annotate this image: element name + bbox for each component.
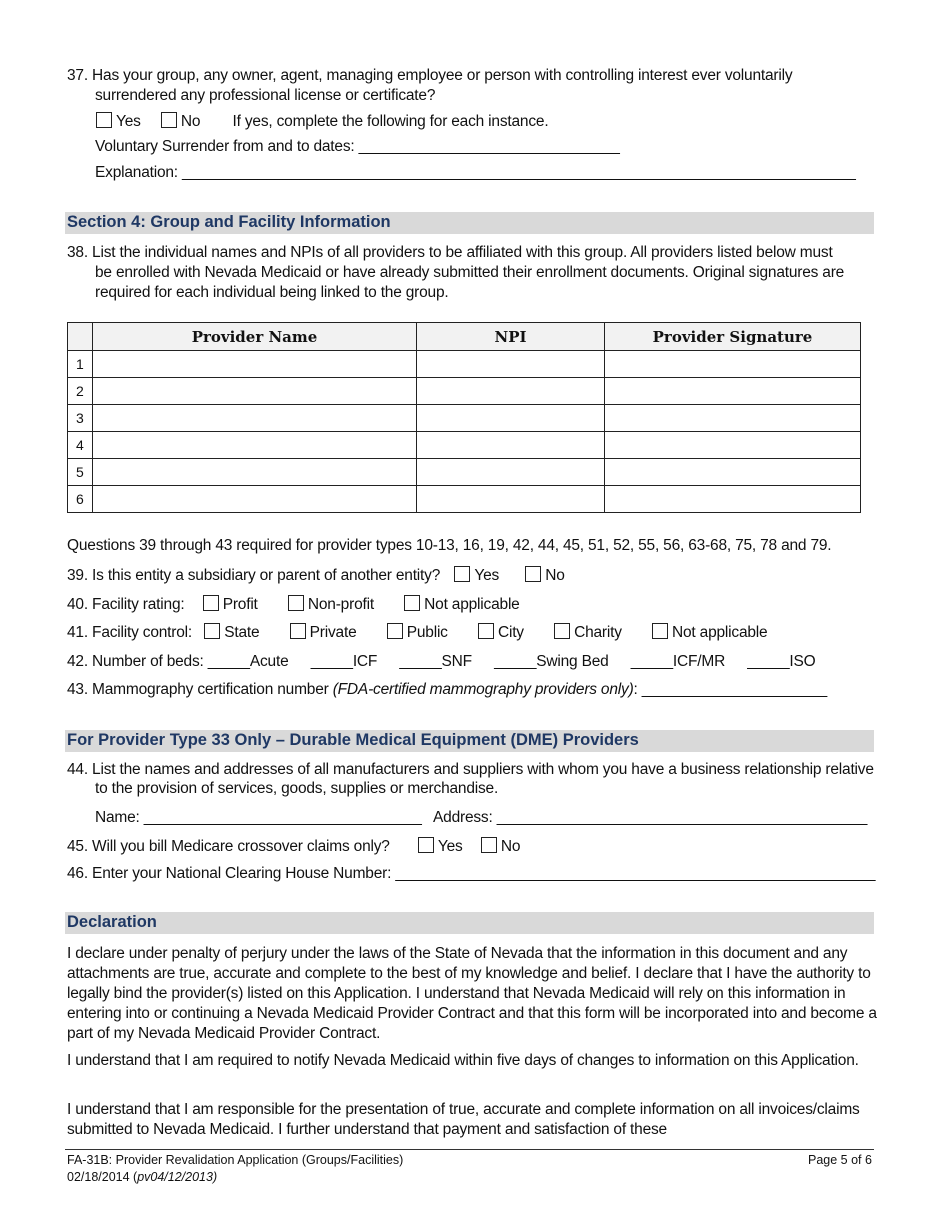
row-number: 2 <box>68 378 93 405</box>
q43-qualifier: (FDA-certified mammography providers only) <box>332 681 634 698</box>
q39-no-label: No <box>545 567 565 584</box>
q37-dates-field[interactable]: Voluntary Surrender from and to dates: _______________________________ <box>95 138 620 155</box>
q41-option-label: City <box>497 624 524 641</box>
q37-yes-checkbox[interactable] <box>96 112 112 128</box>
provider-name-header: Provider Name <box>93 323 417 351</box>
footer-page-number: Page 5 of 6 <box>808 1153 872 1167</box>
q39 <box>67 566 565 585</box>
provider-name-cell[interactable] <box>93 432 417 459</box>
dme-section-header <box>65 730 874 752</box>
q41-public-checkbox[interactable] <box>387 623 403 639</box>
q42-label: 42. Number of beds: <box>67 653 204 670</box>
provider-table <box>67 322 861 513</box>
q39-label: 39. Is this entity a subsidiary or parent of another entity? <box>67 567 441 584</box>
declaration-header <box>65 912 874 934</box>
npi-cell[interactable] <box>417 351 605 378</box>
npi-cell[interactable] <box>417 486 605 513</box>
q42-iso-field[interactable]: _____ISO <box>747 653 816 670</box>
npi-header: NPI <box>417 323 605 351</box>
footer-divider <box>65 1149 874 1150</box>
npi-cell[interactable] <box>417 459 605 486</box>
q41-option-label: State <box>224 624 260 641</box>
section4-header <box>65 212 874 234</box>
row-number: 4 <box>68 432 93 459</box>
dme-section-title: For Provider Type 33 Only – Durable Medical Equipment (DME) Providers <box>67 731 639 749</box>
signature-cell[interactable] <box>605 432 861 459</box>
q39-yes-checkbox[interactable] <box>454 566 470 582</box>
npi-cell[interactable] <box>417 405 605 432</box>
q40-nonprofit-checkbox[interactable] <box>288 595 304 611</box>
q41-private-checkbox[interactable] <box>290 623 306 639</box>
declaration-paragraph-2: I understand that I am required to notify Nevada Medicaid within five days of changes to information on this Application. <box>67 1052 859 1069</box>
table-row <box>68 405 861 432</box>
footer-date-text: 02/18/2014 ( <box>67 1170 138 1184</box>
q37-line2: surrendered any professional license or certificate? <box>95 87 436 104</box>
row-number-header <box>68 323 93 351</box>
provider-name-cell[interactable] <box>93 486 417 513</box>
q42-acute-field[interactable]: _____Acute <box>207 653 289 670</box>
table-row <box>68 351 861 378</box>
q45-no-label: No <box>500 838 521 855</box>
table-row <box>68 459 861 486</box>
q38-line3: required for each individual being linked to the group. <box>95 284 449 301</box>
footer-version: pv04/12/2013) <box>137 1170 218 1184</box>
q41-city-checkbox[interactable] <box>478 623 494 639</box>
q42-swing-bed-field[interactable]: _____Swing Bed <box>494 653 609 670</box>
signature-cell[interactable] <box>605 486 861 513</box>
q42-icf-mr-field[interactable]: _____ICF/MR <box>630 653 726 670</box>
signature-cell[interactable] <box>605 378 861 405</box>
q44-address-field[interactable]: Address: ____________________________________________ <box>433 809 868 826</box>
q41-state-checkbox[interactable] <box>204 623 220 639</box>
q38-line1: 38. List the individual names and NPIs of all providers to be affiliated with this group. All providers listed below must <box>67 244 833 261</box>
q44-name-field[interactable]: Name: _________________________________ <box>95 809 422 826</box>
declaration-paragraph-1: I declare under penalty of perjury under the laws of the State of Nevada that the information in this document and any attachments are true, accurate and complete to the best of my knowledge and belief. I declare that I have the authority to legally bind the provider(s) listed on this Application. I understand that Nevada Medicaid will rely on this information in entering into or continuing a Nevada Medicaid Provider Contract and that this form will be incorporated into and become a part of my Nevada Medicaid Provider Contract. <box>67 945 877 1042</box>
q42-icf-field[interactable]: _____ICF <box>310 653 378 670</box>
q41-charity-checkbox[interactable] <box>554 623 570 639</box>
footer-date <box>67 1170 217 1184</box>
npi-cell[interactable] <box>417 378 605 405</box>
q37-no-checkbox[interactable] <box>161 112 177 128</box>
table-row <box>68 378 861 405</box>
q41-option-label: Private <box>309 624 357 641</box>
provider-table-header <box>68 323 861 351</box>
provider-name-cell[interactable] <box>93 405 417 432</box>
q44-fields <box>95 809 867 827</box>
row-number: 3 <box>68 405 93 432</box>
q40-option-label: Not applicable <box>424 596 520 613</box>
provider-name-cell[interactable] <box>93 378 417 405</box>
declaration-title: Declaration <box>67 913 157 931</box>
q41-label: 41. Facility control: <box>67 624 193 641</box>
q40-not-applicable-checkbox[interactable] <box>404 595 420 611</box>
signature-cell[interactable] <box>605 459 861 486</box>
q42-snf-field[interactable]: _____SNF <box>399 653 472 670</box>
q41-option-label: Public <box>406 624 448 641</box>
q44-line2: to the provision of services, goods, supplies or merchandise. <box>95 780 499 797</box>
q38-line2: be enrolled with Nevada Medicaid or have already submitted their enrollment documents. Original signatures are <box>95 264 845 281</box>
provider-name-cell[interactable] <box>93 351 417 378</box>
q41-option-label: Not applicable <box>672 624 768 641</box>
q39-yes-label: Yes <box>474 567 500 584</box>
q37-explanation-field[interactable]: Explanation: ________________________________________________________________________________ <box>95 164 856 181</box>
q43-field[interactable]: : ______________________ <box>633 681 828 698</box>
footer-form-title: FA-31B: Provider Revalidation Application (Groups/Facilities) <box>67 1153 404 1167</box>
signature-cell[interactable] <box>605 405 861 432</box>
row-number: 5 <box>68 459 93 486</box>
table-row <box>68 432 861 459</box>
provider-name-cell[interactable] <box>93 459 417 486</box>
signature-cell[interactable] <box>605 351 861 378</box>
provider-signature-header: Provider Signature <box>605 323 861 351</box>
q45-label: 45. Will you bill Medicare crossover claims only? <box>67 838 390 855</box>
q45-yes-label: Yes <box>437 838 463 855</box>
q40-option-label: Profit <box>222 596 258 613</box>
q41 <box>67 623 767 642</box>
q37-yes-label: Yes <box>116 113 141 130</box>
row-number: 1 <box>68 351 93 378</box>
npi-cell[interactable] <box>417 432 605 459</box>
q37-line1: 37. Has your group, any owner, agent, managing employee or person with controlling interest ever voluntarily <box>67 67 793 84</box>
q41-option-label: Charity <box>574 624 622 641</box>
row-number: 6 <box>68 486 93 513</box>
q40 <box>67 595 520 614</box>
q43 <box>67 681 827 699</box>
q42 <box>67 653 816 671</box>
q39-no-checkbox[interactable] <box>525 566 541 582</box>
q46-field[interactable]: 46. Enter your National Clearing House Number: _________________________________________________________ <box>67 865 876 882</box>
q45-yes-checkbox[interactable] <box>418 837 434 853</box>
q45 <box>67 837 520 856</box>
section4-title: Section 4: Group and Facility Information <box>67 213 391 231</box>
q40-option-label: Non-profit <box>307 596 374 613</box>
q41-not-applicable-checkbox[interactable] <box>652 623 668 639</box>
q43-label: 43. Mammography certification number <box>67 681 333 698</box>
q40-profit-checkbox[interactable] <box>203 595 219 611</box>
q39-43-note: Questions 39 through 43 required for provider types 10-13, 16, 19, 42, 44, 45, 51, 52, 55, 56, 63-68, 75, 78 and 79. <box>67 537 832 554</box>
q37-answers <box>96 112 548 131</box>
table-row <box>68 486 861 513</box>
declaration-paragraph-3: I understand that I am responsible for the presentation of true, accurate and complete information on all invoices/claims submitted to Nevada Medicaid. I further understand that payment and satisfaction of these <box>67 1101 860 1138</box>
q40-label: 40. Facility rating: <box>67 596 185 613</box>
q37-no-label: No <box>180 113 201 130</box>
q37-instruction: If yes, complete the following for each instance. <box>232 113 549 130</box>
q45-no-checkbox[interactable] <box>481 837 497 853</box>
q44-line1: 44. List the names and addresses of all manufacturers and suppliers with whom you have a business relationship relative <box>67 761 874 778</box>
